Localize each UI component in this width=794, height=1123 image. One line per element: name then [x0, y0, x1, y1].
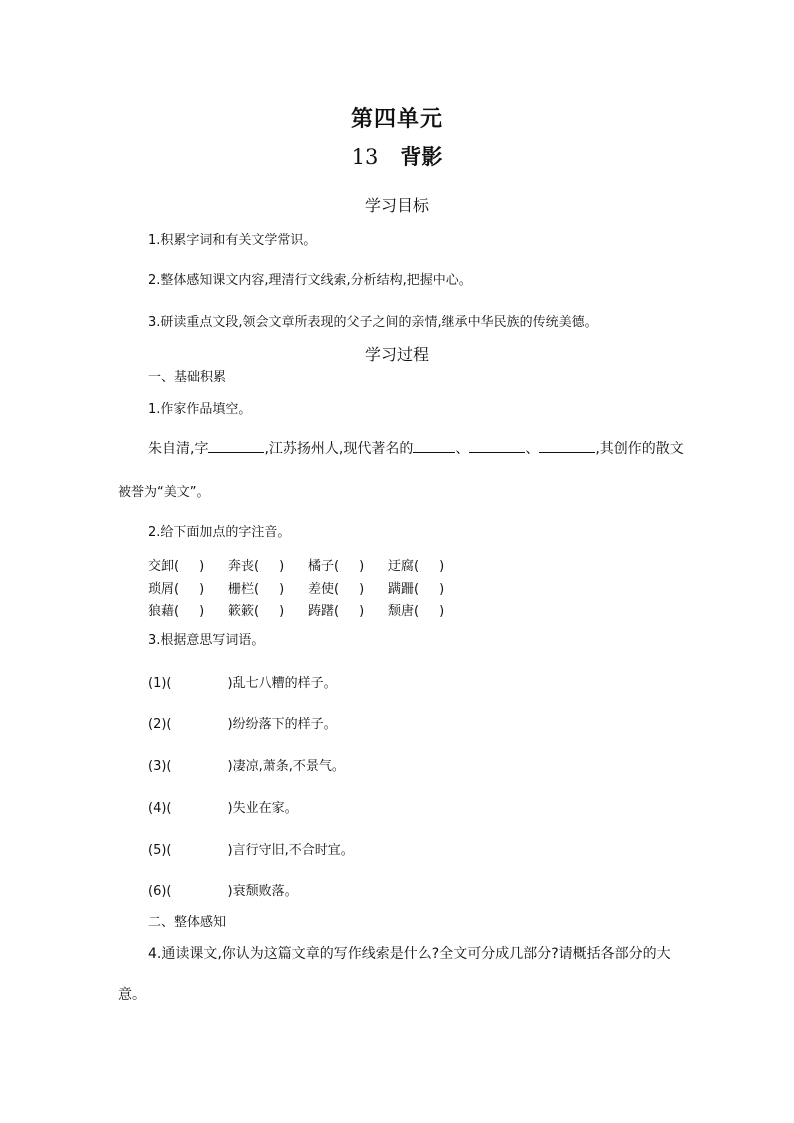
- q1-text-c: ,其创作的散文: [595, 441, 684, 457]
- q4-line1: 4.通读课文,你认为这篇文章的写作线索是什么?全文可分成几部分?请概括各部分的大: [148, 946, 671, 962]
- process-title: 学习过程: [364, 345, 429, 364]
- q2-label: 2.给下面加点的字注音。: [148, 525, 291, 540]
- blank-identity-2[interactable]: [469, 439, 525, 453]
- q1-sep: 、: [525, 441, 540, 457]
- goals-title: 学习目标: [364, 196, 429, 215]
- lesson-name: 背影: [400, 145, 443, 169]
- q1-line2: 被誉为“美文”。: [118, 485, 210, 500]
- q3-item[interactable]: (2)( )纷纷落下的样子。: [148, 717, 337, 732]
- pinyin-row: [148, 578, 468, 597]
- part1-heading: 一、基础积累: [148, 370, 227, 385]
- pinyin-item[interactable]: 蹒跚( ): [388, 582, 445, 597]
- pinyin-row: [148, 555, 468, 574]
- q3-item[interactable]: (6)( )衰颓败落。: [148, 884, 298, 899]
- q1-text-a: 朱自清,字: [148, 441, 209, 457]
- pinyin-item[interactable]: 迂腐( ): [388, 559, 445, 574]
- blank-identity-3[interactable]: [539, 439, 595, 453]
- pinyin-item[interactable]: 橘子( ): [308, 559, 365, 574]
- q3-item[interactable]: (4)( )失业在家。: [148, 801, 298, 816]
- q1-line1: [148, 438, 684, 458]
- lesson-title: [0, 141, 794, 171]
- goal-item: 3.研读重点文段,领会文章所表现的父子之间的亲情,继承中华民族的传统美德。: [148, 315, 598, 330]
- pinyin-row: [148, 600, 468, 619]
- q1-sep: 、: [455, 441, 470, 457]
- part2-heading: 二、整体感知: [148, 915, 227, 930]
- lesson-number: 13: [351, 145, 379, 169]
- blank-identity-1[interactable]: [413, 439, 455, 453]
- pinyin-item[interactable]: 栅栏( ): [228, 582, 285, 597]
- q3-item[interactable]: (5)( )言行守旧,不合时宜。: [148, 843, 354, 858]
- q3-item[interactable]: (1)( )乱七八糟的样子。: [148, 676, 337, 691]
- goal-item: 2.整体感知课文内容,理清行文线索,分析结构,把握中心。: [148, 273, 472, 288]
- pinyin-item[interactable]: 颓唐( ): [388, 604, 445, 619]
- unit-title: 第四单元: [350, 107, 443, 132]
- q1-text-b: ,江苏扬州人,现代著名的: [264, 441, 414, 457]
- q4-line2: 意。: [118, 987, 146, 1003]
- q1-label: 1.作家作品填空。: [148, 402, 252, 417]
- pinyin-item[interactable]: 琐屑( ): [148, 582, 205, 597]
- pinyin-item[interactable]: 交卸( ): [148, 559, 205, 574]
- goal-item: 1.积累字词和有关文学常识。: [148, 233, 317, 248]
- q3-item[interactable]: (3)( )凄凉,萧条,不景气。: [148, 759, 345, 774]
- pinyin-item[interactable]: 狼藉( ): [148, 604, 205, 619]
- blank-courtesy-name[interactable]: [208, 439, 264, 453]
- pinyin-item[interactable]: 簌簌( ): [228, 604, 285, 619]
- pinyin-item[interactable]: 踌躇( ): [308, 604, 365, 619]
- pinyin-item[interactable]: 奔丧( ): [228, 559, 285, 574]
- q3-label: 3.根据意思写词语。: [148, 633, 265, 648]
- pinyin-item[interactable]: 差使( ): [308, 582, 365, 597]
